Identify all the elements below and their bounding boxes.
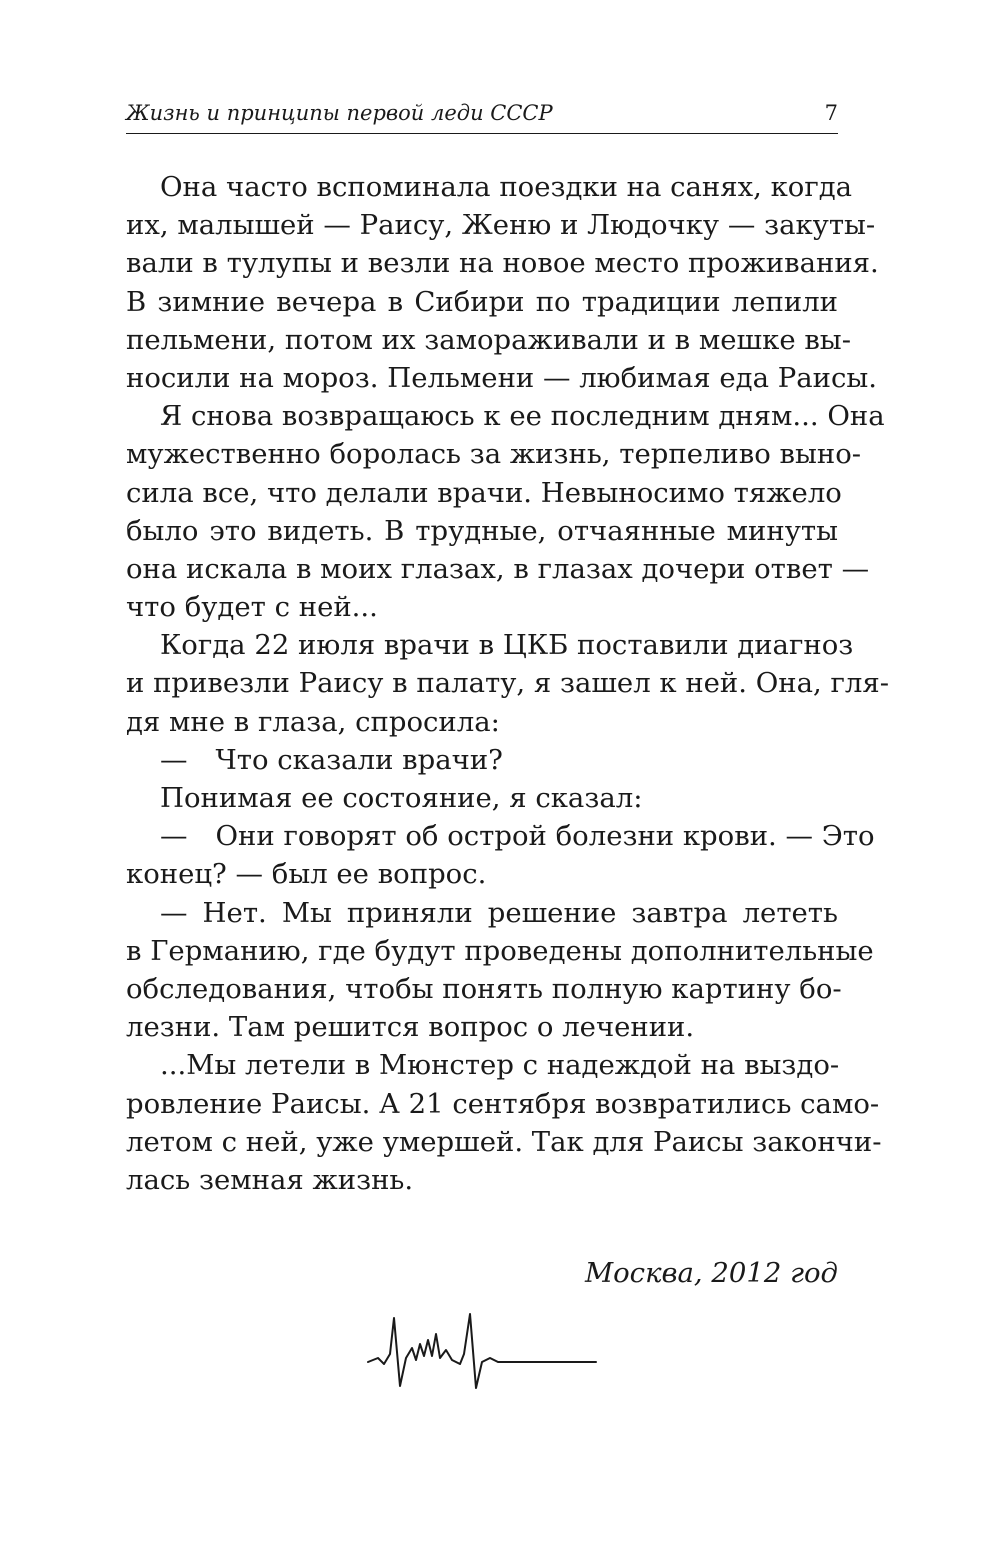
text-line: мужественно боролась за жизнь, терпеливо выно- [126,438,862,471]
text-line: носили на мороз. Пельмени — любимая еда Раисы. [126,361,877,394]
text-line: — Нет. Мы приняли решение завтра лететь [160,896,838,929]
text-line: В зимние вечера в Сибири по традиции лепили [126,285,838,318]
text-line: лась земная жизнь. [126,1163,414,1196]
text-line: она искала в моих глазах, в глазах дочери ответ — [126,552,870,585]
dialogue-dash: — [160,743,188,776]
text-line: Я снова возвращаюсь к ее последним дням... Она [160,400,885,433]
text-line: обследования, чтобы понять полную картину бо- [126,972,842,1005]
text-line: их, малышей — Раису, Женю и Людочку — закуты- [126,209,876,242]
dialogue-text: Они говорят об острой болезни крови. — Это [215,820,875,853]
running-header [126,98,838,134]
text-line: было это видеть. В трудные, отчаянные минуты [126,514,838,547]
text-line: вали в тулупы и везли на новое место проживания. [126,247,879,280]
text-line: пельмени, потом их замораживали и в мешке вы- [126,323,851,356]
dialogue-dash: — [160,820,188,853]
running-title: Жизнь и принципы первой леди СССР [126,101,553,125]
text-line: Понимая ее состояние, я сказал: [160,782,643,814]
text-line: и привезли Раису в палату, я зашел к ней. Она, гля- [126,667,890,700]
text-line: ровление Раисы. А 21 сентября возвратились само- [126,1087,880,1120]
dialogue-line [126,741,838,779]
place-date: Москва, 2012 год [584,1257,838,1289]
dialogue-text: Что сказали врачи? [215,743,503,776]
text-line: конец? — был ее вопрос. [126,858,487,891]
body-text [126,168,890,1199]
text-line: лезни. Там решится вопрос о лечении. [126,1011,695,1044]
dialogue-line [126,817,875,855]
text-line: дя мне в глаза, спросила: [126,705,500,738]
text-line: Когда 22 июля врачи в ЦКБ поставили диагноз [160,629,854,662]
text-line: Она часто вспоминала поездки на санях, когда [160,171,853,203]
text-line: ...Мы летели в Мюнстер с надеждой на выздо- [160,1049,840,1082]
signature-heartbeat-icon [364,1300,604,1410]
page-number: 7 [824,101,838,125]
text-line: сила все, что делали врачи. Невыносимо тяжело [126,476,842,509]
text-line: летом с ней, уже умершей. Так для Раисы закончи- [126,1125,882,1158]
text-line: что будет с ней... [126,591,378,624]
text-line: в Германию, где будут проведены дополнительные [126,934,874,967]
